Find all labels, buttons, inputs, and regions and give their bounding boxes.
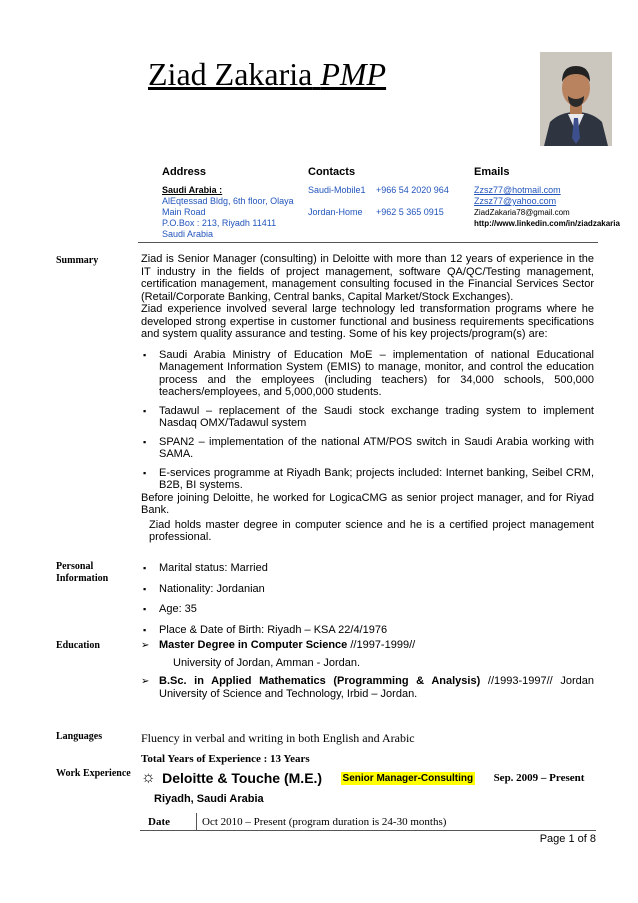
contact-mobile-value: +966 54 2020 964 [376, 185, 449, 195]
summary-paragraph-4: Ziad holds master degree in computer science and he is a certified project management professional. [149, 518, 594, 543]
education-section [141, 639, 594, 701]
contact-home-value: +962 5 365 0915 [376, 207, 444, 217]
date-row-divider [140, 830, 596, 831]
languages-text: Fluency in verbal and writing in both English and Arabic [141, 731, 415, 745]
summary-paragraph-3: Before joining Deloitte, he worked for LogicaCMG as senior project manager, and for Riyad Bank. [141, 491, 594, 516]
degree-item: ➢ Master Degree in Computer Science //1997-1999// University of Jordan, Amman - Jordan. [141, 639, 594, 670]
address-heading: Address [162, 166, 207, 178]
summary-section [141, 253, 594, 544]
summary-paragraph-2: Ziad experience involved several large technology led transformation programs where he developed strong expertise in customer functional and business requirements specifications and system quality assurance and testing. Some of his key projects/program(s) are: [141, 303, 594, 340]
personal-item: ▪ Marital status: Married [141, 562, 594, 575]
summary-paragraph-1: Ziad is Senior Manager (consulting) in Deloitte with more than 12 years of experience in the IT industry in the fields of project management, software QA/QC/Testing management, certification management, management consulting focused in the Financial Services Sector (Retail/Corporate Banking, Central banks, Capital Market/Stock Exchanges). [141, 253, 594, 303]
personal-info-heading: Personal Information [56, 561, 109, 584]
header-divider [138, 242, 598, 243]
languages-heading: Languages [56, 731, 103, 742]
work-experience-heading: Work Experience [56, 768, 131, 779]
employer-location: Riyadh, Saudi Arabia [154, 793, 264, 805]
personal-item: ▪ Nationality: Jordanian [141, 583, 594, 596]
job-title-highlight: Senior Manager-Consulting [342, 772, 474, 784]
sun-icon: ☼ [141, 769, 156, 786]
contact-mobile-label: Saudi-Mobile1 [308, 185, 366, 195]
date-label: Date [148, 816, 170, 828]
emails-block [474, 185, 624, 229]
education-list [141, 639, 594, 701]
project-item: ▪ Saudi Arabia Ministry of Education MoE – implementation of national Educational Management Information System (EMIS) to manage, monitor, and control the education process and the employees (including teachers) for 34,000 schools, 500,000 teachers/employees, and 5,000,000 students. [141, 349, 594, 399]
contacts-heading: Contacts [308, 166, 356, 178]
summary-project-list [141, 349, 594, 492]
project-item: ▪ SPAN2 – implementation of the national ATM/POS switch in Saudi Arabia working with SAMA. [141, 436, 594, 461]
email-gmail: ZiadZakaria78@gmail.com [474, 208, 570, 217]
date-value: Oct 2010 – Present (program duration is 24-30 months) [202, 816, 447, 828]
personal-info-list [141, 562, 594, 636]
email-link-yahoo[interactable]: Zzsz77@yahoo.com [474, 196, 557, 206]
emails-heading: Emails [474, 166, 510, 178]
page-number: Page 1 of 8 [539, 833, 596, 845]
personal-item: ▪ Age: 35 [141, 603, 594, 616]
degree-item: ➢ B.Sc. in Applied Mathematics (Programming & Analysis) //1993-1997// Jordan University of Science and Technology, Irbid – Jordan. [141, 675, 594, 701]
candidate-name: Ziad Zakaria PMP [148, 56, 387, 92]
project-item: ▪ Tadawul – replacement of the Saudi stock exchange trading system to implement Nasdaq OMX/Tadawul system [141, 405, 594, 430]
employment-dates: Sep. 2009 – Present [493, 772, 585, 784]
email-link-hotmail[interactable]: Zzsz77@hotmail.com [474, 185, 561, 195]
date-column-divider [196, 813, 197, 830]
profile-photo [540, 52, 612, 146]
contact-home-label: Jordan-Home [308, 207, 363, 217]
address-block: Saudi Arabia : AlEqtessad Bldg, 6th floor, Olaya Main Road P.O.Box : 213, Riyadh 11411 Saudi Arabia [162, 185, 294, 239]
employer-row [141, 769, 601, 789]
education-heading: Education [56, 640, 100, 651]
project-item: ▪ E-services programme at Riyadh Bank; projects included: Internet banking, Seibel CRM, B2B, BI systems. [141, 467, 594, 492]
personal-info-section [141, 562, 594, 642]
total-experience: Total Years of Experience : 13 Years [141, 753, 310, 765]
portrait-image [540, 52, 612, 146]
employer-name: Deloitte & Touche (M.E.) [162, 770, 323, 786]
personal-item: ▪ Place & Date of Birth: Riyadh – KSA 22/4/1976 [141, 624, 594, 637]
summary-heading: Summary [56, 255, 99, 266]
linkedin-url: http://www.linkedin.com/in/ziadzakaria [474, 219, 620, 228]
